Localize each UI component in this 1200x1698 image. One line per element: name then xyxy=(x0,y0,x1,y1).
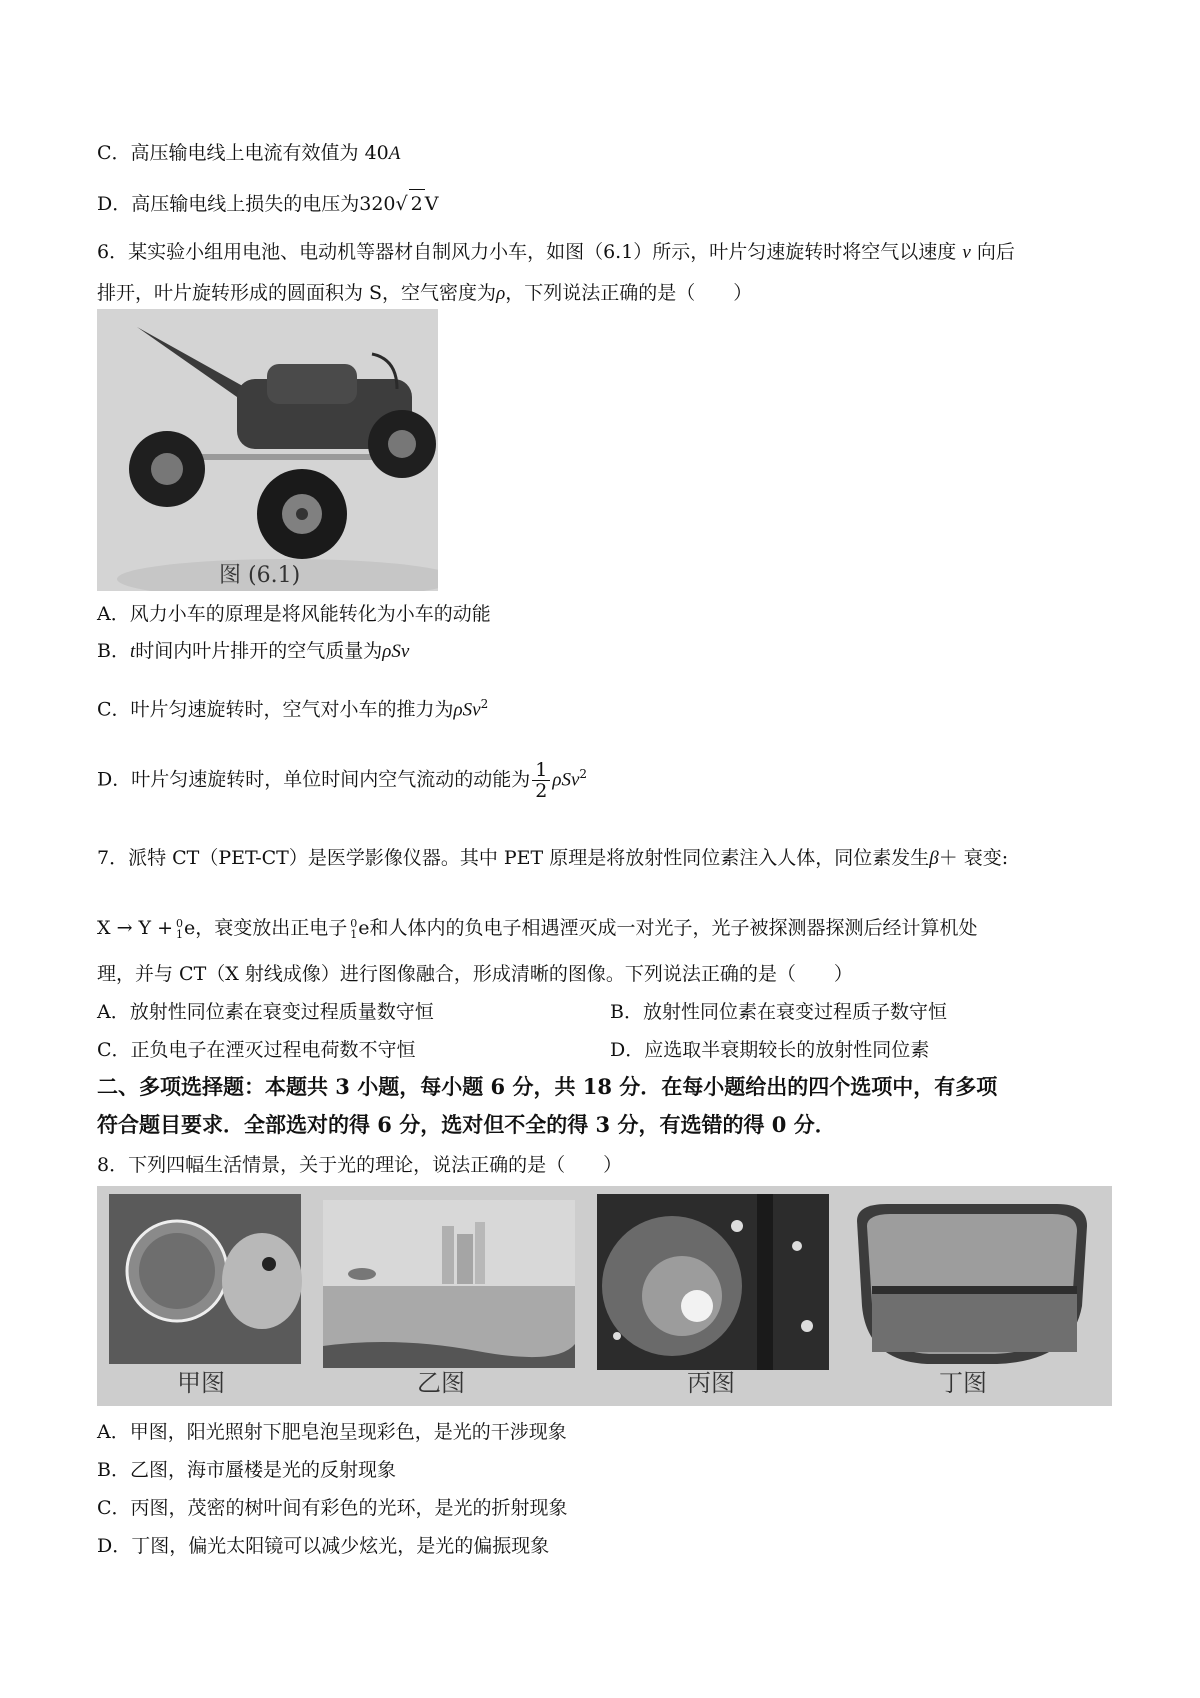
q7-stem-text-b: ＋ 衰变: xyxy=(938,847,1009,869)
q5-option-c-text: C．高压输电线上电流有效值为 40 xyxy=(97,142,389,164)
q7-equation-positron: e xyxy=(184,917,196,939)
q7-option-b: B．放射性同位素在衰变过程质子数守恒 xyxy=(610,1001,947,1023)
wheel-rear-right xyxy=(368,410,436,478)
q6-option-d-exp: 2 xyxy=(579,767,588,782)
q6-var-v: v xyxy=(962,242,971,263)
figure-ding-caption: 丁图 xyxy=(939,1369,987,1397)
q6-option-d xyxy=(97,760,587,801)
q6-option-c-exp: 2 xyxy=(480,697,489,711)
figure-yi-mirage xyxy=(323,1200,575,1368)
q6-figure-photo xyxy=(97,309,438,591)
q6-option-a: A．风力小车的原理是将风能转化为小车的动能 xyxy=(97,603,491,625)
q8-option-b: B．乙图，海市蜃楼是光的反射现象 xyxy=(97,1459,396,1481)
q6-stem-text-a: 6．某实验小组用电池、电动机等器材自制风力小车，如图（6.1）所示，叶片匀速旋转时将空气以速度 xyxy=(97,241,957,263)
q6-option-b-label: B． xyxy=(97,640,130,662)
q6-option-b xyxy=(97,637,409,666)
q5-option-d-unit: V xyxy=(424,193,439,215)
q6-option-c-expr: ρSv xyxy=(453,699,481,721)
figure-jia-bubble xyxy=(109,1194,302,1364)
q5-option-c-unit: A xyxy=(388,143,401,164)
q6-stem-line2 xyxy=(97,279,752,308)
q7-stem-line1 xyxy=(97,844,1008,873)
q5-option-d-text: D．高压输电线上损失的电压为 xyxy=(97,193,360,215)
q5-option-d-coef: 320 xyxy=(359,193,396,215)
sqrt-symbol: √ xyxy=(395,193,408,215)
section2-heading-line1: 二、多项选择题：本题共 3 小题，每小题 6 分，共 18 分．在每小题给出的四个选项中，有多项 xyxy=(97,1074,998,1099)
q7-stem-line2 xyxy=(97,914,978,942)
section2-heading-line2: 符合题目要求．全部选对的得 6 分，选对但不全的得 3 分，有选错的得 0 分． xyxy=(97,1112,836,1137)
q6-stem-text-c: 排开，叶片旋转形成的圆面积为 S，空气密度为 xyxy=(97,282,497,304)
q7-stem-text-c: ，衰变放出正电子 xyxy=(195,917,348,939)
q6-var-t: t xyxy=(129,641,136,662)
q8-figure-strip xyxy=(97,1186,1112,1406)
q7-beta: β xyxy=(929,848,939,869)
figure-yi-caption: 乙图 xyxy=(417,1369,465,1397)
q8-option-a: A．甲图，阳光照射下肥皂泡呈现彩色，是光的干涉现象 xyxy=(97,1421,567,1443)
q5-option-d-root: 2 xyxy=(409,189,425,218)
q6-option-d-expr: ρSv xyxy=(552,769,580,791)
q7-nuclide-index-1 xyxy=(176,918,183,940)
q6-stem-line1 xyxy=(97,238,1015,267)
fraction-denominator: 2 xyxy=(535,780,548,802)
q7-stem-line3: 理，并与 CT（X 射线成像）进行图像融合，形成清晰的图像。下列说法正确的是（ ） xyxy=(97,963,853,985)
q8-option-c: C．丙图，茂密的树叶间有彩色的光环，是光的折射现象 xyxy=(97,1497,568,1519)
q6-option-c xyxy=(97,690,488,724)
q6-option-b-text: 时间内叶片排开的空气质量为 xyxy=(135,640,383,662)
q7-nuclide-index-2 xyxy=(350,918,357,940)
q7-option-c: C．正负电子在湮灭过程电荷数不守恒 xyxy=(97,1039,416,1061)
q6-option-d-text: D．叶片匀速旋转时，单位时间内空气流动的动能为 xyxy=(97,768,531,791)
q5-option-c xyxy=(97,139,400,168)
q5-option-d xyxy=(97,189,438,218)
wheel-front xyxy=(257,469,347,559)
q6-option-d-fraction xyxy=(532,760,550,801)
nuclide-charge-number: 1 xyxy=(176,928,184,941)
q6-stem-text-b: 向后 xyxy=(976,241,1015,263)
q7-stem-text-a: 7．派特 CT（PET-CT）是医学影像仪器。其中 PET 原理是将放射性同位素注入人体，同位素发生 xyxy=(97,847,930,869)
q6-stem-text-d: ，下列说法正确的是（ ） xyxy=(505,282,753,304)
q7-positron-symbol: e xyxy=(358,917,370,939)
q7-option-a: A．放射性同位素在衰变过程质量数守恒 xyxy=(97,1001,434,1023)
q6-var-rho: ρ xyxy=(496,283,506,304)
nuclide-mass-number: 0 xyxy=(350,917,358,930)
fraction-numerator: 1 xyxy=(532,760,550,781)
figure-ding-sunglasses xyxy=(857,1204,1087,1364)
q8-stem: 8．下列四幅生活情景，关于光的理论，说法正确的是（ ） xyxy=(97,1154,623,1176)
figure-bing-halo xyxy=(597,1194,829,1370)
nuclide-mass-number: 0 xyxy=(176,917,184,930)
q7-option-d: D．应选取半衰期较长的放射性同位素 xyxy=(610,1039,930,1061)
q6-option-c-text: C．叶片匀速旋转时，空气对小车的推力为 xyxy=(97,698,454,721)
figure-bing-caption: 丙图 xyxy=(687,1369,735,1397)
q7-equation-lhs: X → Y + xyxy=(97,917,174,939)
q8-option-d: D．丁图，偏光太阳镜可以减少炫光，是光的偏振现象 xyxy=(97,1535,550,1557)
wheel-rear-left xyxy=(129,431,205,507)
nuclide-charge-number: 1 xyxy=(350,928,358,941)
q6-figure-caption: 图 (6.1) xyxy=(219,563,301,588)
q6-option-b-expr: ρSv xyxy=(382,641,410,662)
figure-jia-caption: 甲图 xyxy=(177,1369,225,1397)
q7-stem-text-d: 和人体内的负电子相遇湮灭成一对光子，光子被探测器探测后经计算机处 xyxy=(369,917,978,939)
